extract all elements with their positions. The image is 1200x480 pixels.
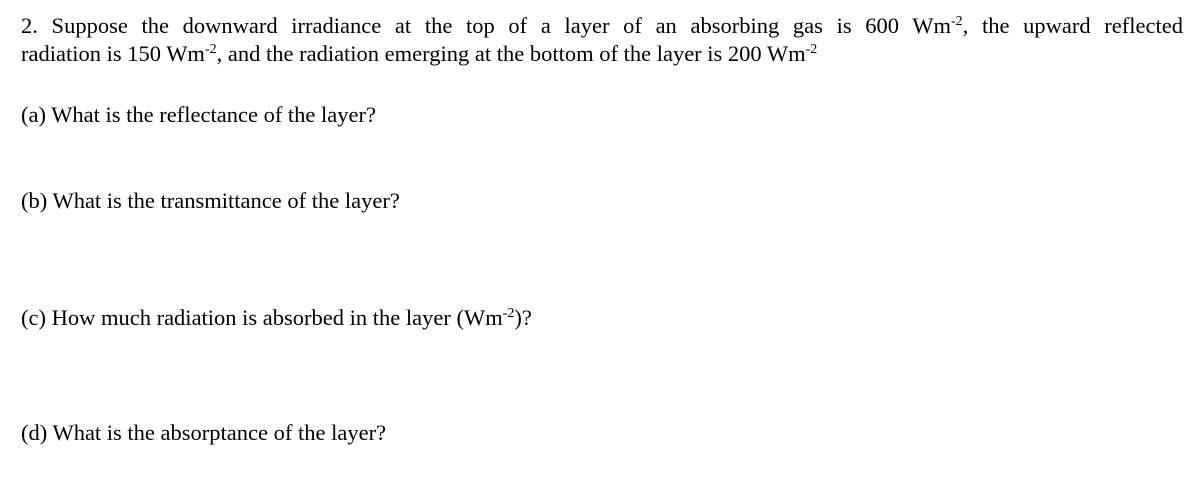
question-c-text-end: )?: [514, 305, 532, 330]
problem-statement: [21, 12, 1183, 68]
problem-text: , the upward reflected: [962, 13, 1183, 38]
question-b: (b) What is the transmittance of the layer?: [21, 188, 400, 213]
question-c: [21, 304, 532, 332]
problem-text: 2. Suppose the downward irradiance at the top of a layer of an absorbing gas is 600 Wm: [21, 13, 952, 38]
problem-text: , and the radiation emerging at the bottom of the layer is 200 Wm: [216, 41, 806, 66]
unit-exponent: -2: [951, 14, 963, 29]
problem-statement-line-2: [21, 40, 1183, 68]
question-c-text: (c) How much radiation is absorbed in the layer (Wm: [21, 305, 503, 330]
question-d: (d) What is the absorptance of the layer?: [21, 420, 387, 445]
problem-text: radiation is 150 Wm: [21, 41, 205, 66]
question-a: (a) What is the reflectance of the layer?: [21, 102, 377, 127]
unit-exponent: -2: [502, 306, 515, 321]
problem-statement-line-1: [21, 12, 1183, 40]
unit-exponent: -2: [805, 42, 818, 57]
unit-exponent: -2: [204, 42, 217, 57]
